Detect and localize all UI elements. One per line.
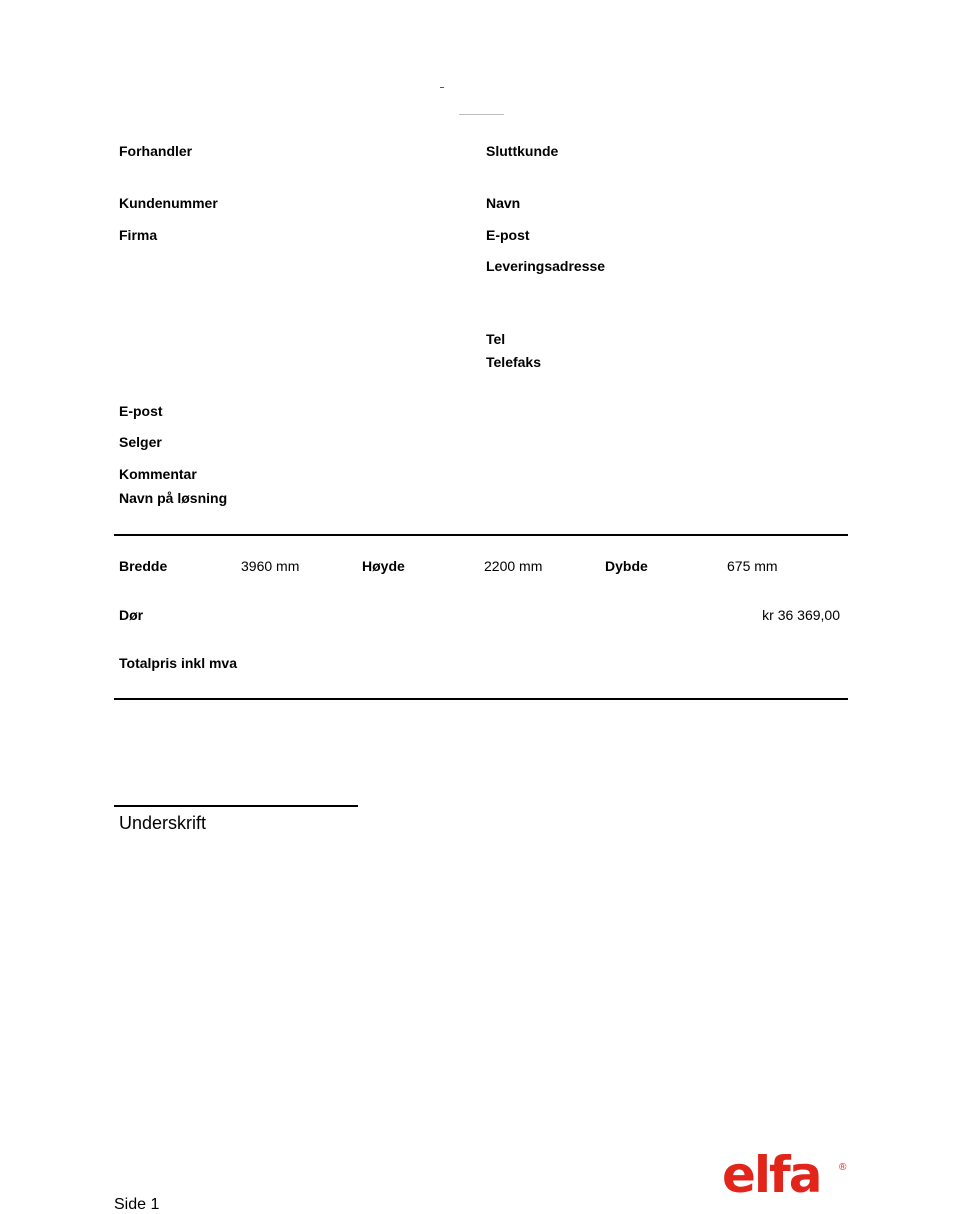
door-price: kr 36 369,00 bbox=[762, 607, 840, 623]
customer-number-label: Kundenummer bbox=[119, 195, 218, 211]
signature-line bbox=[114, 805, 358, 807]
depth-label: Dybde bbox=[605, 558, 648, 574]
tel-label: Tel bbox=[486, 331, 506, 347]
end-customer-email-label: E-post bbox=[486, 227, 530, 243]
depth-value: 675 mm bbox=[727, 558, 778, 574]
registered-mark: ® bbox=[839, 1162, 847, 1173]
width-value: 3960 mm bbox=[241, 558, 300, 574]
seller-label: Selger bbox=[119, 434, 162, 450]
elfa-logo: elfa bbox=[722, 1146, 821, 1204]
company-label: Firma bbox=[119, 227, 158, 243]
fax-label: Telefaks bbox=[486, 354, 541, 370]
height-label: Høyde bbox=[362, 558, 405, 574]
end-customer-heading: Sluttkunde bbox=[486, 143, 559, 159]
solution-name-label: Navn på løsning bbox=[119, 490, 228, 506]
section-divider-bottom bbox=[114, 698, 848, 700]
total-price-label: Totalpris inkl mva bbox=[119, 655, 237, 671]
section-divider-top bbox=[114, 534, 848, 536]
height-value: 2200 mm bbox=[484, 558, 543, 574]
top-rule bbox=[459, 114, 504, 115]
delivery-address-label: Leveringsadresse bbox=[486, 258, 606, 274]
width-label: Bredde bbox=[119, 558, 168, 574]
signature-label: Underskrift bbox=[119, 813, 207, 833]
dealer-heading: Forhandler bbox=[119, 143, 193, 159]
door-label: Dør bbox=[119, 607, 144, 623]
comment-label: Kommentar bbox=[119, 466, 197, 482]
page-number: Side 1 bbox=[114, 1196, 160, 1213]
name-label: Navn bbox=[486, 195, 521, 211]
top-mark bbox=[440, 87, 444, 88]
dealer-email-label: E-post bbox=[119, 403, 163, 419]
